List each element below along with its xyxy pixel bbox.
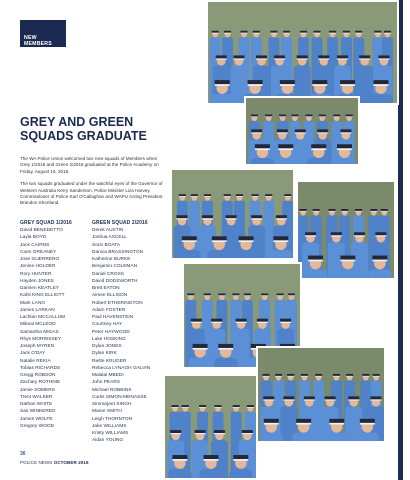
member-name: Dylan JONES: [92, 344, 122, 349]
member-name: David BENEDETTO: [20, 228, 63, 233]
squad-photo-image: [165, 376, 256, 478]
member-name: Tobias RICHARDS: [20, 365, 61, 371]
intro-paragraph-2: The two squads graduated under the watchful eyes of the Governor of Western Australia Kerry Sanderson, Police Minister Liza Harvey, Commissioner of Police Karl O'Callaghan and WAPU Acting President Brandon Shortland.: [20, 181, 163, 206]
title-line-1: GREY AND GREEN: [20, 115, 134, 129]
member-name: Daniel CROSS: [92, 271, 124, 277]
squad-photo-image: [172, 170, 293, 258]
member-name: Riette KRUGER: [92, 358, 127, 364]
member-name: Nathan WHITE: [20, 402, 53, 407]
grey-squad-list: [20, 220, 95, 430]
member-name: Zachary ROTHNIE: [20, 380, 61, 386]
member-name: Paul HAVENSTEIN: [92, 315, 134, 320]
green-squad-heading: GREEN SQUAD 2/2016: [92, 220, 148, 226]
badge-line-1: NEW: [24, 35, 37, 41]
grey-squad-heading: GREY SQUAD 1/2016: [20, 220, 72, 226]
photo-1: [206, 0, 399, 105]
member-name: Sas WINKERED: [20, 409, 56, 415]
member-name: Joshua AXCELL: [92, 235, 127, 241]
member-name: Aidan YOUNG: [92, 438, 124, 444]
member-name: Trent WALKER: [20, 394, 53, 400]
member-name: Jack CAIRNS: [20, 242, 50, 248]
photo-7: [163, 374, 258, 480]
member-name: Danica BRASSINGTON: [92, 249, 144, 255]
squad-photo-image: [246, 98, 358, 164]
member-name: Sorin BOATA: [92, 242, 121, 248]
member-name: Katherine BURKE: [92, 257, 131, 262]
member-name: Jake WILLIAMS: [92, 423, 127, 429]
member-name: Joseph MYREN: [20, 344, 55, 349]
member-name: Peter HAYWOOD: [92, 329, 130, 335]
member-name: Leigh THORNTON: [92, 416, 133, 422]
member-name: Natalie REKIA: [20, 358, 51, 364]
squad-photo-image: [258, 348, 384, 441]
publication-name: POLICE NEWS: [20, 460, 53, 465]
member-name: Jack O'DAY: [20, 351, 46, 357]
member-name: Jenine HOLDER: [20, 264, 56, 270]
member-name: Courtney HAY: [92, 322, 123, 328]
member-name: Robert ETHERINGTON: [92, 300, 143, 306]
member-name: Jose GUERRERO: [20, 257, 60, 262]
member-name: Malalai MBEDI: [92, 373, 124, 378]
page-number: 36: [20, 451, 26, 457]
badge-line-2: MEMBERS: [24, 41, 52, 47]
member-name: Adam FOSTER: [92, 307, 126, 313]
title-line-2: SQUADS GRADUATE: [20, 129, 147, 143]
member-name: James WOLFE: [20, 416, 53, 422]
issue-date: OCTOBER 2016: [53, 460, 89, 465]
article-title: [20, 115, 170, 143]
member-name: Gregory WOOD: [20, 423, 55, 429]
member-name: Aimee ELLISON: [92, 293, 128, 299]
member-name: Mikeal MCLEOD: [20, 322, 56, 328]
member-name: Michael ROBBINS: [92, 387, 132, 393]
member-name: Rebecca LYNAGH GALVIN: [92, 365, 151, 371]
member-name: James LARKAN: [20, 307, 55, 313]
member-name: David DODSWORTH: [92, 278, 138, 284]
member-name: Jamie SOMERS: [20, 387, 55, 393]
publication-footer: [20, 460, 89, 465]
member-name: Curtis SIMON-MENASSE: [92, 394, 147, 400]
member-name: Simranjeet SINGH: [92, 402, 132, 407]
photo-3: [170, 168, 295, 260]
member-name: Samantha MIGAS: [20, 329, 59, 335]
member-name: Layla BOYD: [20, 235, 47, 241]
squad-photo-image: [208, 2, 397, 103]
photo-4: [296, 180, 396, 280]
member-name: Damien KEATLEY: [20, 286, 60, 291]
member-name: Gregg ROBSON: [20, 373, 56, 378]
photo-2: [244, 96, 360, 166]
member-name: Rhys MORRISSEY: [20, 336, 62, 342]
grey-squad-members: [20, 227, 95, 430]
member-name: Mark LANG: [20, 300, 46, 306]
green-squad-list: [92, 220, 167, 445]
member-name: Kahli KING ELLIOTT: [20, 293, 65, 299]
intro-paragraph-1: The WA Police Union welcomed two new squads of Members when Grey 1/2016 and Green 2/2016 graduated at the Police Academy on Friday, August 19, 2016.: [20, 156, 159, 174]
photo-6: [256, 346, 386, 443]
member-name: Derek AUSTIN: [92, 228, 124, 233]
member-name: Coen GREANEY: [20, 249, 57, 255]
member-name: Dylan KIRK: [92, 351, 117, 357]
green-squad-members: [92, 227, 167, 445]
member-name: Maree SMITH: [92, 409, 122, 415]
member-name: Lachlan MCCALLUM: [20, 315, 66, 320]
member-name: Benjamin COLEMAN: [92, 264, 138, 270]
squad-photo-image: [298, 182, 394, 278]
section-badge: [20, 20, 66, 47]
member-name: Brett EATON: [92, 286, 120, 291]
member-name: Luke HOSKING: [92, 336, 126, 342]
member-name: John PEARS: [92, 380, 120, 386]
member-name: Hayden JONES: [20, 278, 54, 284]
member-name: Rory HUNTER: [20, 271, 52, 277]
member-name: Kristy WILLIAMS: [92, 431, 129, 436]
intro-text: [20, 156, 165, 213]
